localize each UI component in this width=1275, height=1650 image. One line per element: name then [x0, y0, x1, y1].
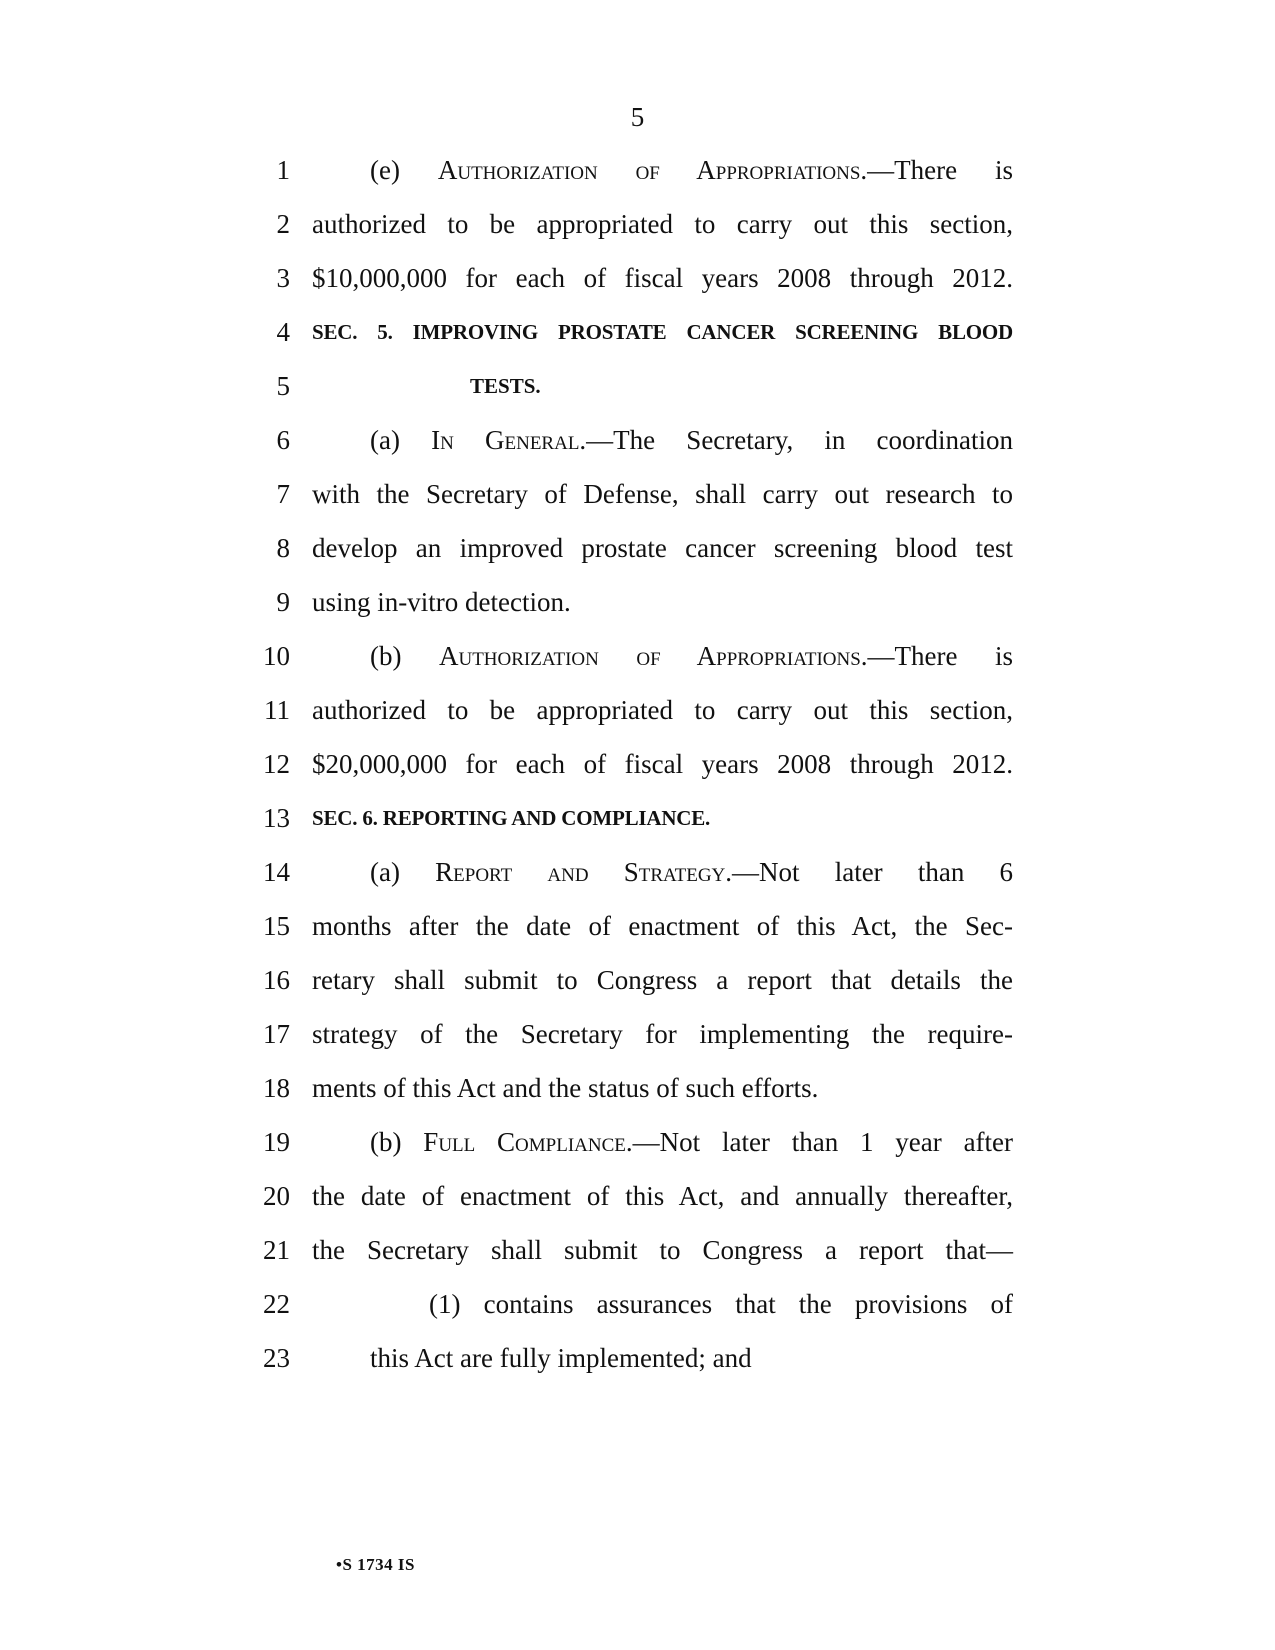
line-number: 8: [276, 533, 290, 563]
document-line: [0, 690, 1275, 730]
paragraph-label: (e): [370, 155, 438, 185]
line-number: 23: [263, 1343, 290, 1373]
line-number: 16: [263, 965, 290, 995]
subsection-heading: Authorization of Appropriations: [438, 641, 861, 671]
document-line: [0, 582, 1275, 622]
line-number: 6: [276, 425, 290, 455]
line-number: 1: [276, 155, 290, 185]
line-text: [370, 852, 1013, 892]
document-line: [0, 906, 1275, 946]
paragraph-label: (a): [370, 425, 432, 455]
line-number: 9: [276, 587, 290, 617]
document-line: [0, 1122, 1275, 1162]
section-heading-continuation: TESTS.: [470, 374, 541, 398]
document-line: [0, 474, 1275, 514]
line-text: with the Secretary of Defense, shall carry out research to: [312, 479, 1013, 509]
line-number: 2: [276, 209, 290, 239]
line-text: [370, 636, 1013, 676]
document-line: [0, 798, 1275, 838]
subsection-heading: In General: [431, 425, 580, 455]
document-line: [0, 366, 1275, 406]
document-line: [0, 1230, 1275, 1270]
line-text-continuation: .—The Secretary, in coordination: [579, 425, 1013, 455]
line-number: 12: [263, 749, 290, 779]
line-text: [370, 1122, 1013, 1162]
line-text: [370, 420, 1013, 460]
line-text: retary shall submit to Congress a report that details the: [312, 965, 1013, 995]
line-text-continuation: .—There is: [860, 155, 1013, 185]
document-line: [0, 636, 1275, 676]
line-number: 13: [263, 803, 290, 833]
line-number: 18: [263, 1073, 290, 1103]
line-text: authorized to be appropriated to carry out this section,: [312, 209, 1013, 239]
line-text: $10,000,000 for each of fiscal years 2008 through 2012.: [312, 263, 1013, 293]
document-line: [0, 1176, 1275, 1216]
line-number: 3: [276, 263, 290, 293]
document-line: [0, 258, 1275, 298]
document-line: [0, 204, 1275, 244]
document-line: [0, 1014, 1275, 1054]
document-line: [0, 1284, 1275, 1324]
document-line: [0, 1068, 1275, 1108]
line-text: (1) contains assurances that the provisions of: [429, 1289, 1013, 1319]
line-text-continuation: .—Not later than 6: [725, 857, 1014, 887]
line-number: 22: [263, 1289, 290, 1319]
document-line: [0, 852, 1275, 892]
paragraph-label: (b): [370, 641, 439, 671]
document-line: [0, 420, 1275, 460]
line-text: this Act are fully implemented; and: [370, 1343, 752, 1373]
line-text: months after the date of enactment of this Act, the Sec-: [312, 911, 1013, 941]
document-line: [0, 312, 1275, 352]
line-number: 4: [276, 317, 290, 347]
line-number: 5: [276, 371, 290, 401]
line-number: 10: [263, 641, 290, 671]
line-text: authorized to be appropriated to carry out this section,: [312, 695, 1013, 725]
subsection-heading: Report and Strategy: [435, 857, 726, 887]
document-line: [0, 960, 1275, 1000]
line-text: strategy of the Secretary for implementing the require-: [312, 1019, 1013, 1049]
line-number: 20: [263, 1181, 290, 1211]
subsection-heading: Authorization of Appropriations: [437, 155, 861, 185]
line-text: ments of this Act and the status of such efforts.: [312, 1073, 819, 1103]
line-text-continuation: .—There is: [860, 641, 1013, 671]
document-line: [0, 744, 1275, 784]
line-number: 21: [263, 1235, 290, 1265]
line-text: [370, 150, 1013, 190]
page-number: 5: [630, 102, 645, 132]
paragraph-label: (b): [370, 1127, 424, 1157]
line-text: the Secretary shall submit to Congress a report that—: [312, 1235, 1013, 1265]
document-line: [0, 528, 1275, 568]
line-text-continuation: .—Not later than 1 year after: [625, 1127, 1014, 1157]
line-text: the date of enactment of this Act, and annually thereafter,: [312, 1181, 1013, 1211]
line-number: 17: [263, 1019, 290, 1049]
line-text: using in-vitro detection.: [312, 587, 571, 617]
subsection-heading: Full Compliance: [423, 1127, 626, 1157]
paragraph-label: (a): [370, 857, 436, 887]
line-number: 7: [276, 479, 290, 509]
line-number: 19: [263, 1127, 290, 1157]
line-number: 14: [263, 857, 290, 887]
document-line: [0, 150, 1275, 190]
line-number: 15: [263, 911, 290, 941]
line-text: develop an improved prostate cancer screening blood test: [312, 533, 1013, 563]
section-heading: SEC. 6. REPORTING AND COMPLIANCE.: [312, 806, 711, 830]
line-text: $20,000,000 for each of fiscal years 2008 through 2012.: [312, 749, 1013, 779]
bill-identifier-footer: •S 1734 IS: [336, 1555, 415, 1574]
line-number: 11: [264, 695, 290, 725]
document-line: [0, 1338, 1275, 1378]
section-heading: SEC. 5. IMPROVING PROSTATE CANCER SCREENING BLOOD: [312, 320, 1013, 344]
